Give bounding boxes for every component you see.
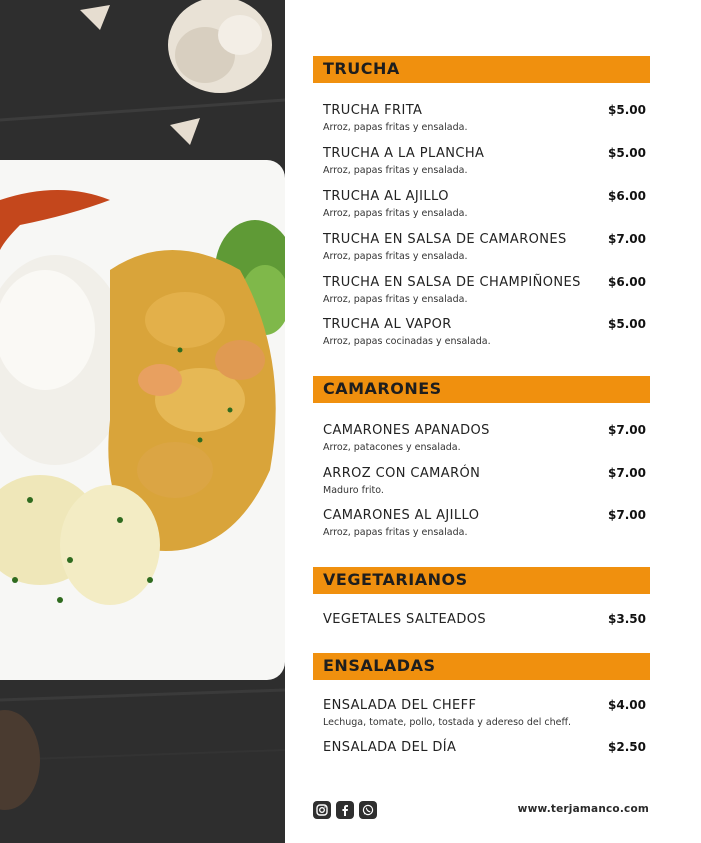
item-name: TRUCHA AL AJILLO xyxy=(323,189,449,204)
item-name: ENSALADA DEL CHEFF xyxy=(323,698,477,713)
section-title: CAMARONES xyxy=(323,379,442,398)
item-description: Arroz, papas fritas y ensalada. xyxy=(323,165,468,176)
item-price: $2.50 xyxy=(608,740,646,754)
item-description: Arroz, papas fritas y ensalada. xyxy=(323,251,468,262)
section-header xyxy=(313,56,650,83)
item-price: $7.00 xyxy=(608,508,646,522)
item-price: $5.00 xyxy=(608,103,646,117)
item-price: $5.00 xyxy=(608,146,646,160)
item-description: Arroz, papas fritas y ensalada. xyxy=(323,208,468,219)
item-description: Lechuga, tomate, pollo, tostada y adereso del cheff. xyxy=(323,717,572,728)
item-name: TRUCHA A LA PLANCHA xyxy=(323,146,485,161)
item-name: ENSALADA DEL DÍA xyxy=(323,740,457,755)
item-name: TRUCHA EN SALSA DE CHAMPIÑONES xyxy=(323,275,581,290)
item-name: TRUCHA EN SALSA DE CAMARONES xyxy=(323,232,567,247)
section-header xyxy=(313,653,650,680)
item-description: Arroz, papas fritas y ensalada. xyxy=(323,294,468,305)
section-header xyxy=(313,567,650,594)
whatsapp-icon[interactable] xyxy=(359,801,377,819)
section-title: ENSALADAS xyxy=(323,656,436,675)
section-title: TRUCHA xyxy=(323,59,400,78)
item-name: TRUCHA FRITA xyxy=(323,103,423,118)
section-ensaladas xyxy=(313,653,650,755)
facebook-icon[interactable] xyxy=(336,801,354,819)
item-name: CAMARONES AL AJILLO xyxy=(323,508,480,523)
website-link[interactable]: www.terjamanco.com xyxy=(517,803,649,815)
item-price: $7.00 xyxy=(608,423,646,437)
section-trucha xyxy=(313,56,650,347)
item-description: Maduro frito. xyxy=(323,485,384,496)
section-vegetarianos xyxy=(313,567,650,627)
item-description: Arroz, patacones y ensalada. xyxy=(323,442,461,453)
item-price: $4.00 xyxy=(608,698,646,712)
instagram-icon[interactable] xyxy=(313,801,331,819)
food-photo xyxy=(0,0,285,843)
section-header xyxy=(313,376,650,403)
item-price: $3.50 xyxy=(608,612,646,626)
item-price: $7.00 xyxy=(608,232,646,246)
item-name: VEGETALES SALTEADOS xyxy=(323,612,487,627)
item-price: $5.00 xyxy=(608,317,646,331)
item-price: $6.00 xyxy=(608,189,646,203)
section-camarones xyxy=(313,376,650,538)
food-plate-illustration xyxy=(0,0,285,843)
item-price: $6.00 xyxy=(608,275,646,289)
item-price: $7.00 xyxy=(608,466,646,480)
item-description: Arroz, papas fritas y ensalada. xyxy=(323,527,468,538)
section-title: VEGETARIANOS xyxy=(323,570,468,589)
item-description: Arroz, papas cocinadas y ensalada. xyxy=(323,336,491,347)
item-description: Arroz, papas fritas y ensalada. xyxy=(323,122,468,133)
item-name: CAMARONES APANADOS xyxy=(323,423,490,438)
social-links xyxy=(313,801,377,819)
item-name: TRUCHA AL VAPOR xyxy=(323,317,452,332)
item-name: ARROZ CON CAMARÓN xyxy=(323,466,481,481)
